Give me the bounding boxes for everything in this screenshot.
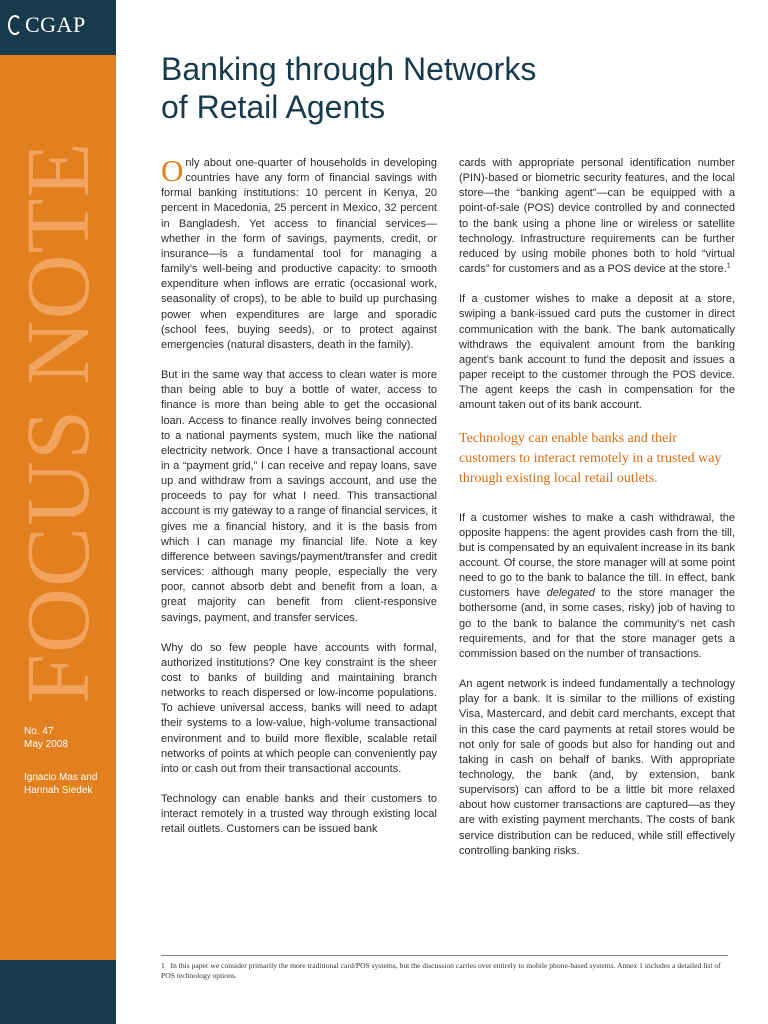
footnote-divider (161, 955, 728, 956)
paragraph-7-text-b: to the store manager the bothersome (and, in some cases, risky) job of having to go to the bank to balance the community’s net cash requirements, and for that the store manager gets a commission based on the number of transactions. (459, 587, 735, 660)
issue-date: May 2008 (24, 739, 68, 750)
paragraph-7-text-a: If a customer wishes to make a cash withdrawal, the opposite happens: the agent provides cash from the till, but is compensated by an equivalent increase in its bank account. Of course, the store manager will at some point need to go to the bank to balance the till. In effect, bank customers have (459, 511, 735, 600)
cgap-logo (8, 12, 86, 38)
paragraph-2: But in the same way that access to clean water is more than being able to buy a bottle of water, access to finance is more than being able to get the occasional loan. Access to finance really involves being connected to a national payments system, much like the national electricity network. Once I have a transactional account in a “payment grid,” I can receive and repay loans, save up and withdraw from a savings account, and use the proceeds to pay for what I need. This transactional account is my gateway to a range of financial services, it gives me a financial history, and it is the basis from which I can manage my financial life. Note a key difference between savings/payment/transfer and credit services: although many people, especially the very poor, cannot absorb debt and benefit from a loan, a great majority can benefit from client-responsive savings, payment, and transfer services. (161, 369, 437, 624)
pull-quote: Technology can enable banks and their customers to interact remotely in a trusted way through existing local retail outlets. (459, 430, 722, 486)
brand-header (0, 0, 116, 55)
brand-name: CGAP (25, 12, 86, 37)
paragraph-3: Why do so few people have accounts with formal, authorized institutions? One key constraint is the sheer cost to banks of building and maintaining branch networks to reach dispersed or low-income populations. To achieve universal access, banks will need to adapt their systems to a low-value, high-volume transactional environment and to build more flexible, scalable retail networks of points at which people can conveniently pay into or cash out from their transactional accounts. (161, 641, 437, 775)
title-line-1: Banking through Networks (161, 51, 537, 87)
issue-info (24, 725, 68, 751)
paragraph-8: An agent network is indeed fundamentally a technology play for a bank. It is similar to the millions of existing Visa, Mastercard, and debit card merchants, except that in this case the card payments at retail stores would be not only for sale of goods but also for handing out and taking in cash on behalf of banks. With appropriate technology, the bank (and, by extension, bank supervisors) can afford to be a little bit more relaxed about how customer transactions are captured—as they are with existing payment merchants. The costs of bank service distribution can be reduced, while still effectively controlling banking risks. (459, 678, 735, 857)
paragraph-5-text: cards with appropriate personal identification number (PIN)-based or biometric security features, and the local store—the “banking agent”—can be equipped with a point-of-sale (POS) device controlled by and connected to the bank using a phone line or wireless or satellite technology. Infrastructure requirements can be further reduced by using mobile phones both to hold “virtual cards” for customers and as a POS device at the store. (459, 157, 735, 276)
cgap-logo-icon (8, 15, 22, 35)
paragraph-6: If a customer wishes to make a deposit at a store, swiping a bank-issued card puts the customer in direct communication with the bank. The bank automatically withdraws the equivalent amount from the banking agent’s bank account to fund the deposit and issues a paper receipt to the customer through the POS device. The agent keeps the cash in compensation for the amount taken out of its bank account. (459, 293, 735, 412)
issue-number: No. 47 (24, 726, 54, 737)
right-column (459, 156, 735, 874)
series-title: FOCUS NOTE (9, 141, 108, 704)
authors (24, 771, 97, 797)
drop-cap: O (161, 153, 184, 188)
paragraph-5 (459, 156, 735, 277)
author-line-1: Ignacio Mas and (24, 772, 98, 783)
paragraph-intro-text: nly about one-quarter of households in developing countries have any form of financial savings with formal banking institutions: 10 percent in Kenya, 20 percent in Macedonia, 25 percent in Mexico, 32 percent in Bangladesh. Yet access to financial services—whether in the form of savings, payments, credit, or insurance—is a fundamental tool for managing a family’s well-being and productive capacity: to smooth expenditure when inflows are erratic (occasional work, seasonality of crops), to be able to build up purchasing power when expenditures are large and sporadic (school fees, buying seeds), or to protect against emergencies (natural disasters, death in the family). (161, 157, 437, 351)
footnote-marker: 1 (161, 961, 165, 970)
paragraph-7-emphasis: delegated (546, 587, 595, 600)
page-title (161, 50, 721, 126)
footnote-text: In this paper we consider primarily the more traditional card/POS systems, but the discussion carries over entirely to mobile phone-based systems. Annex 1 includes a detailed list of POS technology options. (161, 961, 721, 980)
footnote (161, 961, 728, 981)
left-column (161, 153, 437, 853)
paragraph-intro (161, 153, 437, 353)
sidebar-bottom-band (0, 960, 116, 1024)
sidebar (0, 0, 116, 1024)
paragraph-4: Technology can enable banks and their customers to interact remotely in a trusted way through existing local retail outlets. Customers can be issued bank (161, 793, 437, 836)
footnote-ref[interactable]: 1 (726, 262, 731, 270)
author-line-2: Hannah Siedek (24, 785, 93, 796)
title-line-2: of Retail Agents (161, 89, 386, 125)
paragraph-7 (459, 511, 735, 663)
